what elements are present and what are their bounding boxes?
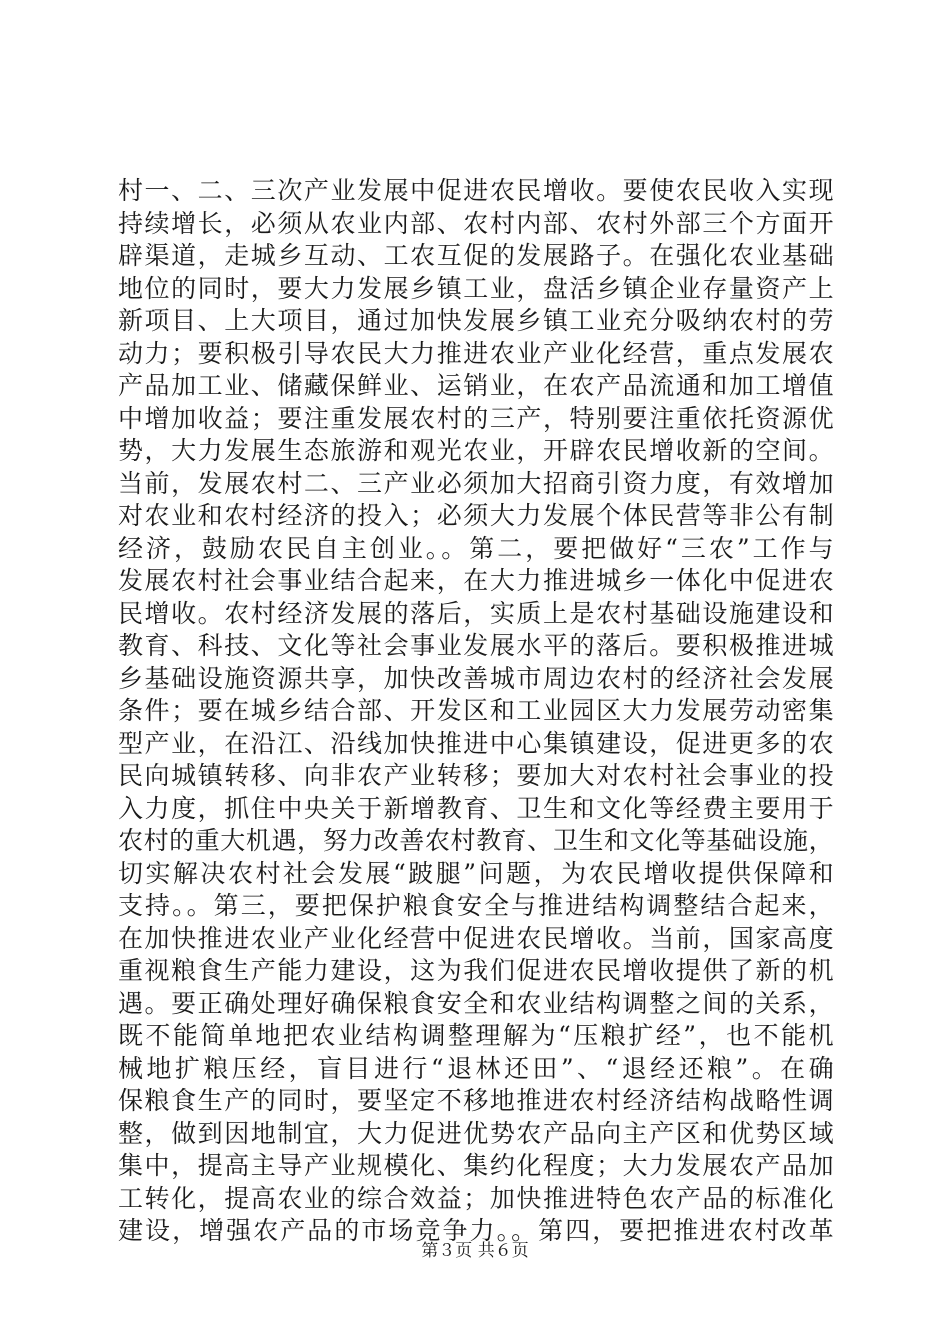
text-line: 械地扩粮压经，盲目进行“退林还田”、“退经还粮”。在确 <box>118 1053 834 1083</box>
text-line: 集中，提高主导产业规模化、集约化程度；大力发展农产品加 <box>118 1151 834 1180</box>
page-footer: 第３页 共６页 <box>421 1241 529 1261</box>
text-line: 经济，鼓励农民自主创业。。第二，要把做好“三农”工作与 <box>118 533 834 563</box>
text-line: 教育、科技、文化等社会事业发展水平的落后。要积极推进城 <box>118 631 834 660</box>
text-line: 既不能简单地把农业结构调整理解为“压粮扩经”，也不能机 <box>118 1021 834 1050</box>
text-line: 遇。要正确处理好确保粮食安全和农业结构调整之间的关系， <box>118 988 834 1018</box>
text-line: 村一、二、三次产业发展中促进农民增收。要使农民收入实现 <box>118 176 834 205</box>
text-line: 地位的同时，要大力发展乡镇工业，盘活乡镇企业存量资产上 <box>118 273 834 303</box>
text-line: 民增收。农村经济发展的落后，实质上是农村基础设施建设和 <box>118 598 834 628</box>
text-line: 乡基础设施资源共享，加快改善城市周边农村的经济社会发展 <box>118 663 834 693</box>
text-line: 条件；要在城乡结合部、开发区和工业园区大力发展劳动密集 <box>118 696 834 725</box>
text-line: 民向城镇转移、向非农产业转移；要加大对农村社会事业的投 <box>118 761 834 790</box>
text-line: 新项目、上大项目，通过加快发展乡镇工业充分吸纳农村的劳 <box>118 306 834 335</box>
text-line: 建设，增强农产品的市场竞争力。。第四，要把推进农村改革 <box>118 1216 834 1245</box>
text-line: 发展农村社会事业结合起来，在大力推进城乡一体化中促进农 <box>118 566 834 595</box>
text-line: 动力；要积极引导农民大力推进农业产业化经营，重点发展农 <box>118 338 834 368</box>
text-line: 型产业，在沿江、沿线加快推进中心集镇建设，促进更多的农 <box>118 728 834 758</box>
text-line: 支持。。第三，要把保护粮食安全与推进结构调整结合起来， <box>118 891 834 920</box>
body-text <box>118 175 834 1248</box>
text-line: 切实解决农村社会发展“跛腿”问题，为农民增收提供保障和 <box>118 858 834 888</box>
text-line: 工转化，提高农业的综合效益；加快推进特色农产品的标准化 <box>118 1183 834 1213</box>
text-line: 势，大力发展生态旅游和观光农业，开辟农民增收新的空间。 <box>118 436 834 465</box>
text-line: 农村的重大机遇，努力改善农村教育、卫生和文化等基础设施， <box>118 826 834 855</box>
text-line: 持续增长，必须从农业内部、农村内部、农村外部三个方面开 <box>118 208 834 238</box>
text-line: 当前，发展农村二、三产业必须加大招商引资力度，有效增加 <box>118 468 834 498</box>
text-line: 重视粮食生产能力建设，这为我们促进农民增收提供了新的机 <box>118 956 834 985</box>
text-line: 整，做到因地制宜，大力促进优势农产品向主产区和优势区域 <box>118 1118 834 1148</box>
text-line: 在加快推进农业产业化经营中促进农民增收。当前，国家高度 <box>118 923 834 953</box>
text-line: 辟渠道，走城乡互动、工农互促的发展路子。在强化农业基础 <box>118 241 834 270</box>
text-line: 对农业和农村经济的投入；必须大力发展个体民营等非公有制 <box>118 501 834 530</box>
text-line: 产品加工业、储藏保鲜业、运销业，在农产品流通和加工增值 <box>118 371 834 400</box>
text-line: 保粮食生产的同时，要坚定不移地推进农村经济结构战略性调 <box>118 1086 834 1115</box>
text-line: 入力度，抓住中央关于新增教育、卫生和文化等经费主要用于 <box>118 793 834 823</box>
text-line: 中增加收益；要注重发展农村的三产，特别要注重依托资源优 <box>118 403 834 433</box>
